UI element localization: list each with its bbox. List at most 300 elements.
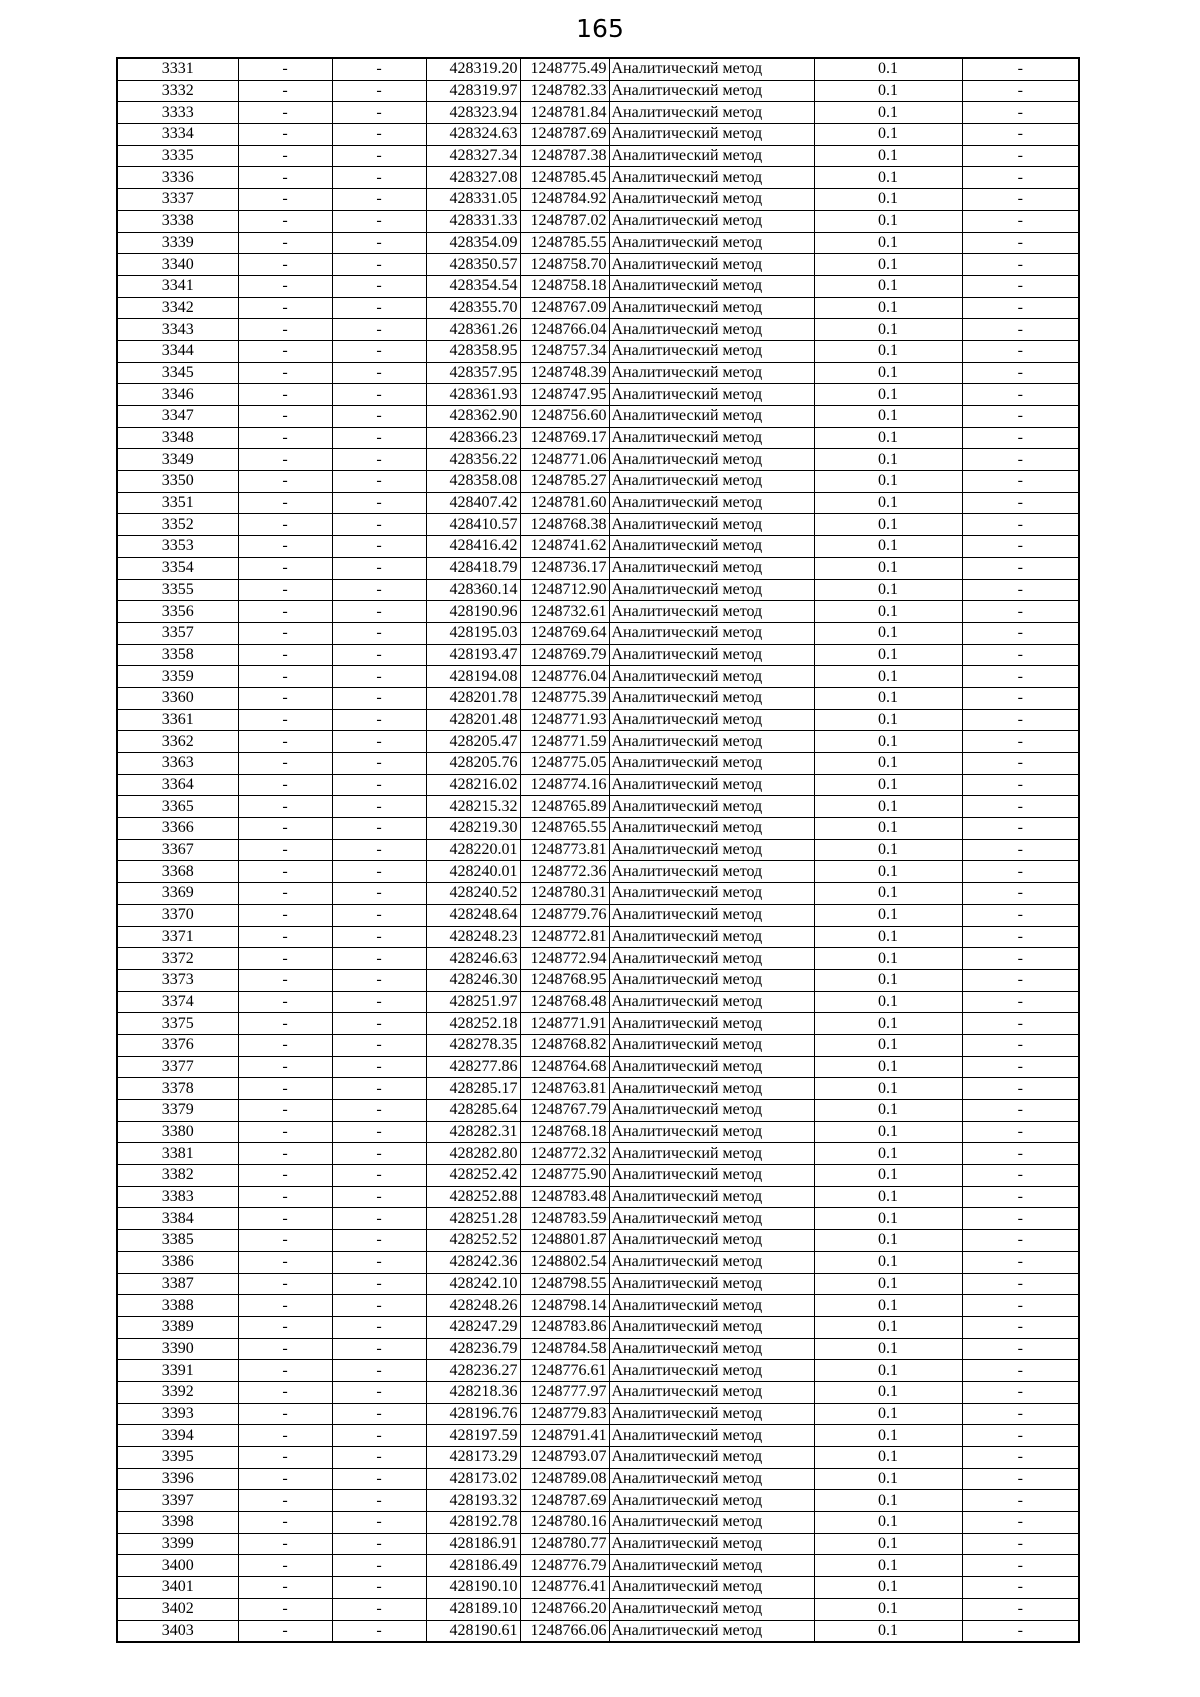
table-row: [117, 427, 1079, 449]
accuracy-cell: 0.1: [814, 666, 962, 688]
dash-cell: -: [238, 622, 332, 644]
y-coordinate-cell: 1248791.41: [520, 1425, 609, 1447]
method-cell: Аналитический метод: [609, 948, 814, 970]
x-coordinate-cell: 428192.78: [426, 1512, 520, 1534]
x-coordinate-cell: 428360.14: [426, 579, 520, 601]
point-number-cell: 3396: [117, 1468, 238, 1490]
y-coordinate-cell: 1248783.59: [520, 1208, 609, 1230]
dash-cell: -: [238, 839, 332, 861]
method-cell: Аналитический метод: [609, 926, 814, 948]
dash-cell: -: [238, 948, 332, 970]
table-row: [117, 124, 1079, 146]
y-coordinate-cell: 1248781.60: [520, 492, 609, 514]
method-cell: Аналитический метод: [609, 1381, 814, 1403]
accuracy-cell: 0.1: [814, 1143, 962, 1165]
dash-cell: -: [238, 1121, 332, 1143]
y-coordinate-cell: 1248783.86: [520, 1316, 609, 1338]
method-cell: Аналитический метод: [609, 666, 814, 688]
dash-cell: -: [332, 340, 426, 362]
x-coordinate-cell: 428236.27: [426, 1360, 520, 1382]
dash-cell: -: [332, 1121, 426, 1143]
x-coordinate-cell: 428247.29: [426, 1316, 520, 1338]
point-number-cell: 3345: [117, 362, 238, 384]
point-number-cell: 3387: [117, 1273, 238, 1295]
table-row: [117, 818, 1079, 840]
dash-cell: -: [332, 232, 426, 254]
method-cell: Аналитический метод: [609, 1577, 814, 1599]
dash-cell: -: [962, 774, 1079, 796]
dash-cell: -: [962, 1381, 1079, 1403]
dash-cell: -: [238, 145, 332, 167]
dash-cell: -: [962, 102, 1079, 124]
accuracy-cell: 0.1: [814, 1316, 962, 1338]
dash-cell: -: [962, 1034, 1079, 1056]
accuracy-cell: 0.1: [814, 926, 962, 948]
dash-cell: -: [238, 471, 332, 493]
method-cell: Аналитический метод: [609, 1555, 814, 1577]
point-number-cell: 3332: [117, 80, 238, 102]
method-cell: Аналитический метод: [609, 904, 814, 926]
dash-cell: -: [238, 1273, 332, 1295]
dash-cell: -: [332, 1381, 426, 1403]
dash-cell: -: [332, 926, 426, 948]
table-row: [117, 80, 1079, 102]
y-coordinate-cell: 1248789.08: [520, 1468, 609, 1490]
y-coordinate-cell: 1248787.02: [520, 210, 609, 232]
dash-cell: -: [332, 492, 426, 514]
x-coordinate-cell: 428186.91: [426, 1533, 520, 1555]
dash-cell: -: [962, 1360, 1079, 1382]
x-coordinate-cell: 428173.29: [426, 1447, 520, 1469]
x-coordinate-cell: 428195.03: [426, 622, 520, 644]
dash-cell: -: [332, 731, 426, 753]
x-coordinate-cell: 428248.64: [426, 904, 520, 926]
x-coordinate-cell: 428407.42: [426, 492, 520, 514]
y-coordinate-cell: 1248766.06: [520, 1620, 609, 1642]
dash-cell: -: [332, 1208, 426, 1230]
dash-cell: -: [332, 449, 426, 471]
table-row: [117, 384, 1079, 406]
dash-cell: -: [962, 1013, 1079, 1035]
dash-cell: -: [332, 1143, 426, 1165]
dash-cell: -: [332, 145, 426, 167]
y-coordinate-cell: 1248772.32: [520, 1143, 609, 1165]
method-cell: Аналитический метод: [609, 1143, 814, 1165]
method-cell: Аналитический метод: [609, 839, 814, 861]
point-number-cell: 3385: [117, 1230, 238, 1252]
method-cell: Аналитический метод: [609, 1165, 814, 1187]
table-row: [117, 58, 1079, 80]
dash-cell: -: [962, 340, 1079, 362]
dash-cell: -: [332, 1251, 426, 1273]
method-cell: Аналитический метод: [609, 297, 814, 319]
y-coordinate-cell: 1248780.31: [520, 883, 609, 905]
dash-cell: -: [332, 861, 426, 883]
dash-cell: -: [332, 406, 426, 428]
dash-cell: -: [238, 319, 332, 341]
y-coordinate-cell: 1248768.48: [520, 991, 609, 1013]
method-cell: Аналитический метод: [609, 557, 814, 579]
dash-cell: -: [962, 58, 1079, 80]
dash-cell: -: [238, 406, 332, 428]
x-coordinate-cell: 428324.63: [426, 124, 520, 146]
dash-cell: -: [238, 883, 332, 905]
dash-cell: -: [332, 1598, 426, 1620]
accuracy-cell: 0.1: [814, 1381, 962, 1403]
dash-cell: -: [238, 275, 332, 297]
table-row: [117, 861, 1079, 883]
table-row: [117, 1165, 1079, 1187]
dash-cell: -: [332, 1447, 426, 1469]
dash-cell: -: [962, 514, 1079, 536]
method-cell: Аналитический метод: [609, 1208, 814, 1230]
accuracy-cell: 0.1: [814, 731, 962, 753]
dash-cell: -: [238, 1360, 332, 1382]
table-row: [117, 753, 1079, 775]
method-cell: Аналитический метод: [609, 883, 814, 905]
dash-cell: -: [962, 536, 1079, 558]
method-cell: Аналитический метод: [609, 644, 814, 666]
table-row: [117, 1208, 1079, 1230]
table-row: [117, 275, 1079, 297]
dash-cell: -: [238, 492, 332, 514]
accuracy-cell: 0.1: [814, 904, 962, 926]
dash-cell: -: [962, 883, 1079, 905]
method-cell: Аналитический метод: [609, 1490, 814, 1512]
x-coordinate-cell: 428240.52: [426, 883, 520, 905]
dash-cell: -: [238, 1056, 332, 1078]
y-coordinate-cell: 1248798.55: [520, 1273, 609, 1295]
table-row: [117, 1034, 1079, 1056]
accuracy-cell: 0.1: [814, 1490, 962, 1512]
dash-cell: -: [238, 362, 332, 384]
point-number-cell: 3336: [117, 167, 238, 189]
y-coordinate-cell: 1248775.05: [520, 753, 609, 775]
table-row: [117, 1078, 1079, 1100]
dash-cell: -: [238, 514, 332, 536]
accuracy-cell: 0.1: [814, 644, 962, 666]
point-number-cell: 3347: [117, 406, 238, 428]
table-row: [117, 1468, 1079, 1490]
y-coordinate-cell: 1248775.90: [520, 1165, 609, 1187]
method-cell: Аналитический метод: [609, 167, 814, 189]
dash-cell: -: [332, 514, 426, 536]
table-row: [117, 666, 1079, 688]
point-number-cell: 3395: [117, 1447, 238, 1469]
dash-cell: -: [332, 1013, 426, 1035]
accuracy-cell: 0.1: [814, 124, 962, 146]
dash-cell: -: [238, 904, 332, 926]
table-row: [117, 1056, 1079, 1078]
point-number-cell: 3372: [117, 948, 238, 970]
x-coordinate-cell: 428358.08: [426, 471, 520, 493]
point-number-cell: 3403: [117, 1620, 238, 1642]
accuracy-cell: 0.1: [814, 1620, 962, 1642]
accuracy-cell: 0.1: [814, 319, 962, 341]
table-row: [117, 1121, 1079, 1143]
point-number-cell: 3394: [117, 1425, 238, 1447]
method-cell: Аналитический метод: [609, 1425, 814, 1447]
table-row: [117, 904, 1079, 926]
dash-cell: -: [962, 145, 1079, 167]
x-coordinate-cell: 428193.47: [426, 644, 520, 666]
dash-cell: -: [332, 58, 426, 80]
x-coordinate-cell: 428252.18: [426, 1013, 520, 1035]
accuracy-cell: 0.1: [814, 948, 962, 970]
dash-cell: -: [962, 1620, 1079, 1642]
dash-cell: -: [962, 449, 1079, 471]
x-coordinate-cell: 428362.90: [426, 406, 520, 428]
dash-cell: -: [332, 709, 426, 731]
dash-cell: -: [962, 1577, 1079, 1599]
y-coordinate-cell: 1248756.60: [520, 406, 609, 428]
y-coordinate-cell: 1248768.95: [520, 969, 609, 991]
method-cell: Аналитический метод: [609, 145, 814, 167]
method-cell: Аналитический метод: [609, 774, 814, 796]
dash-cell: -: [962, 1512, 1079, 1534]
dash-cell: -: [238, 1555, 332, 1577]
dash-cell: -: [238, 579, 332, 601]
dash-cell: -: [962, 753, 1079, 775]
dash-cell: -: [332, 536, 426, 558]
dash-cell: -: [332, 210, 426, 232]
x-coordinate-cell: 428356.22: [426, 449, 520, 471]
accuracy-cell: 0.1: [814, 1403, 962, 1425]
method-cell: Аналитический метод: [609, 969, 814, 991]
dash-cell: -: [962, 471, 1079, 493]
table-row: [117, 1360, 1079, 1382]
dash-cell: -: [962, 492, 1079, 514]
dash-cell: -: [962, 622, 1079, 644]
method-cell: Аналитический метод: [609, 1013, 814, 1035]
dash-cell: -: [332, 644, 426, 666]
table-row: [117, 1143, 1079, 1165]
x-coordinate-cell: 428278.35: [426, 1034, 520, 1056]
y-coordinate-cell: 1248776.79: [520, 1555, 609, 1577]
x-coordinate-cell: 428201.48: [426, 709, 520, 731]
accuracy-cell: 0.1: [814, 1512, 962, 1534]
x-coordinate-cell: 428242.36: [426, 1251, 520, 1273]
accuracy-cell: 0.1: [814, 471, 962, 493]
dash-cell: -: [332, 1100, 426, 1122]
accuracy-cell: 0.1: [814, 1186, 962, 1208]
dash-cell: -: [238, 1165, 332, 1187]
dash-cell: -: [238, 1598, 332, 1620]
dash-cell: -: [238, 1533, 332, 1555]
point-number-cell: 3351: [117, 492, 238, 514]
dash-cell: -: [238, 1490, 332, 1512]
y-coordinate-cell: 1248773.81: [520, 839, 609, 861]
table-row: [117, 297, 1079, 319]
y-coordinate-cell: 1248775.49: [520, 58, 609, 80]
dash-cell: -: [962, 1121, 1079, 1143]
point-number-cell: 3360: [117, 687, 238, 709]
x-coordinate-cell: 428418.79: [426, 557, 520, 579]
dash-cell: -: [238, 1230, 332, 1252]
dash-cell: -: [962, 319, 1079, 341]
point-number-cell: 3378: [117, 1078, 238, 1100]
table-row: [117, 579, 1079, 601]
y-coordinate-cell: 1248747.95: [520, 384, 609, 406]
dash-cell: -: [238, 1034, 332, 1056]
point-number-cell: 3356: [117, 601, 238, 623]
y-coordinate-cell: 1248784.58: [520, 1338, 609, 1360]
point-number-cell: 3359: [117, 666, 238, 688]
method-cell: Аналитический метод: [609, 1316, 814, 1338]
accuracy-cell: 0.1: [814, 297, 962, 319]
accuracy-cell: 0.1: [814, 709, 962, 731]
dash-cell: -: [332, 557, 426, 579]
dash-cell: -: [332, 254, 426, 276]
y-coordinate-cell: 1248765.55: [520, 818, 609, 840]
method-cell: Аналитический метод: [609, 1273, 814, 1295]
y-coordinate-cell: 1248787.69: [520, 1490, 609, 1512]
dash-cell: -: [332, 1034, 426, 1056]
y-coordinate-cell: 1248741.62: [520, 536, 609, 558]
point-number-cell: 3381: [117, 1143, 238, 1165]
point-number-cell: 3398: [117, 1512, 238, 1534]
y-coordinate-cell: 1248771.91: [520, 1013, 609, 1035]
x-coordinate-cell: 428242.10: [426, 1273, 520, 1295]
x-coordinate-cell: 428194.08: [426, 666, 520, 688]
table-row: [117, 1251, 1079, 1273]
point-number-cell: 3334: [117, 124, 238, 146]
y-coordinate-cell: 1248763.81: [520, 1078, 609, 1100]
dash-cell: -: [962, 709, 1079, 731]
point-number-cell: 3346: [117, 384, 238, 406]
y-coordinate-cell: 1248748.39: [520, 362, 609, 384]
table-row: [117, 1598, 1079, 1620]
table-row: [117, 210, 1079, 232]
point-number-cell: 3380: [117, 1121, 238, 1143]
method-cell: Аналитический метод: [609, 275, 814, 297]
table-row: [117, 167, 1079, 189]
accuracy-cell: 0.1: [814, 427, 962, 449]
dash-cell: -: [962, 406, 1079, 428]
point-number-cell: 3397: [117, 1490, 238, 1512]
dash-cell: -: [332, 471, 426, 493]
accuracy-cell: 0.1: [814, 1447, 962, 1469]
method-cell: Аналитический метод: [609, 579, 814, 601]
dash-cell: -: [962, 1316, 1079, 1338]
method-cell: Аналитический метод: [609, 427, 814, 449]
dash-cell: -: [332, 1316, 426, 1338]
x-coordinate-cell: 428361.26: [426, 319, 520, 341]
table-row: [117, 232, 1079, 254]
point-number-cell: 3399: [117, 1533, 238, 1555]
point-number-cell: 3333: [117, 102, 238, 124]
point-number-cell: 3337: [117, 189, 238, 211]
table-row: [117, 796, 1079, 818]
y-coordinate-cell: 1248768.82: [520, 1034, 609, 1056]
dash-cell: -: [238, 818, 332, 840]
table-row: [117, 709, 1079, 731]
dash-cell: -: [238, 254, 332, 276]
y-coordinate-cell: 1248772.36: [520, 861, 609, 883]
accuracy-cell: 0.1: [814, 340, 962, 362]
x-coordinate-cell: 428331.05: [426, 189, 520, 211]
table-row: [117, 1381, 1079, 1403]
table-row: [117, 1447, 1079, 1469]
table-row: [117, 362, 1079, 384]
dash-cell: -: [962, 969, 1079, 991]
y-coordinate-cell: 1248769.64: [520, 622, 609, 644]
point-number-cell: 3349: [117, 449, 238, 471]
x-coordinate-cell: 428354.54: [426, 275, 520, 297]
dash-cell: -: [332, 1620, 426, 1642]
dash-cell: -: [238, 1143, 332, 1165]
method-cell: Аналитический метод: [609, 514, 814, 536]
method-cell: Аналитический метод: [609, 124, 814, 146]
y-coordinate-cell: 1248785.55: [520, 232, 609, 254]
method-cell: Аналитический метод: [609, 384, 814, 406]
table-row: [117, 1316, 1079, 1338]
dash-cell: -: [962, 557, 1079, 579]
x-coordinate-cell: 428219.30: [426, 818, 520, 840]
point-number-cell: 3364: [117, 774, 238, 796]
dash-cell: -: [962, 232, 1079, 254]
point-number-cell: 3384: [117, 1208, 238, 1230]
dash-cell: -: [962, 1295, 1079, 1317]
method-cell: Аналитический метод: [609, 1533, 814, 1555]
dash-cell: -: [332, 904, 426, 926]
accuracy-cell: 0.1: [814, 1598, 962, 1620]
table-row: [117, 991, 1079, 1013]
accuracy-cell: 0.1: [814, 1468, 962, 1490]
point-number-cell: 3368: [117, 861, 238, 883]
dash-cell: -: [332, 1165, 426, 1187]
dash-cell: -: [962, 384, 1079, 406]
dash-cell: -: [962, 644, 1079, 666]
x-coordinate-cell: 428358.95: [426, 340, 520, 362]
y-coordinate-cell: 1248787.38: [520, 145, 609, 167]
accuracy-cell: 0.1: [814, 102, 962, 124]
y-coordinate-cell: 1248712.90: [520, 579, 609, 601]
dash-cell: -: [238, 449, 332, 471]
point-number-cell: 3352: [117, 514, 238, 536]
point-number-cell: 3362: [117, 731, 238, 753]
dash-cell: -: [238, 340, 332, 362]
y-coordinate-cell: 1248769.79: [520, 644, 609, 666]
accuracy-cell: 0.1: [814, 1165, 962, 1187]
x-coordinate-cell: 428355.70: [426, 297, 520, 319]
dash-cell: -: [238, 709, 332, 731]
dash-cell: -: [238, 644, 332, 666]
table-row: [117, 145, 1079, 167]
accuracy-cell: 0.1: [814, 514, 962, 536]
table-row: [117, 948, 1079, 970]
point-number-cell: 3350: [117, 471, 238, 493]
method-cell: Аналитический метод: [609, 731, 814, 753]
y-coordinate-cell: 1248784.92: [520, 189, 609, 211]
y-coordinate-cell: 1248758.18: [520, 275, 609, 297]
method-cell: Аналитический метод: [609, 1121, 814, 1143]
dash-cell: -: [962, 1230, 1079, 1252]
method-cell: Аналитический метод: [609, 601, 814, 623]
y-coordinate-cell: 1248764.68: [520, 1056, 609, 1078]
x-coordinate-cell: 428220.01: [426, 839, 520, 861]
dash-cell: -: [238, 80, 332, 102]
dash-cell: -: [962, 362, 1079, 384]
point-number-cell: 3376: [117, 1034, 238, 1056]
dash-cell: -: [332, 167, 426, 189]
x-coordinate-cell: 428190.61: [426, 1620, 520, 1642]
y-coordinate-cell: 1248776.61: [520, 1360, 609, 1382]
dash-cell: -: [962, 1165, 1079, 1187]
dash-cell: -: [332, 1555, 426, 1577]
point-number-cell: 3392: [117, 1381, 238, 1403]
method-cell: Аналитический метод: [609, 254, 814, 276]
